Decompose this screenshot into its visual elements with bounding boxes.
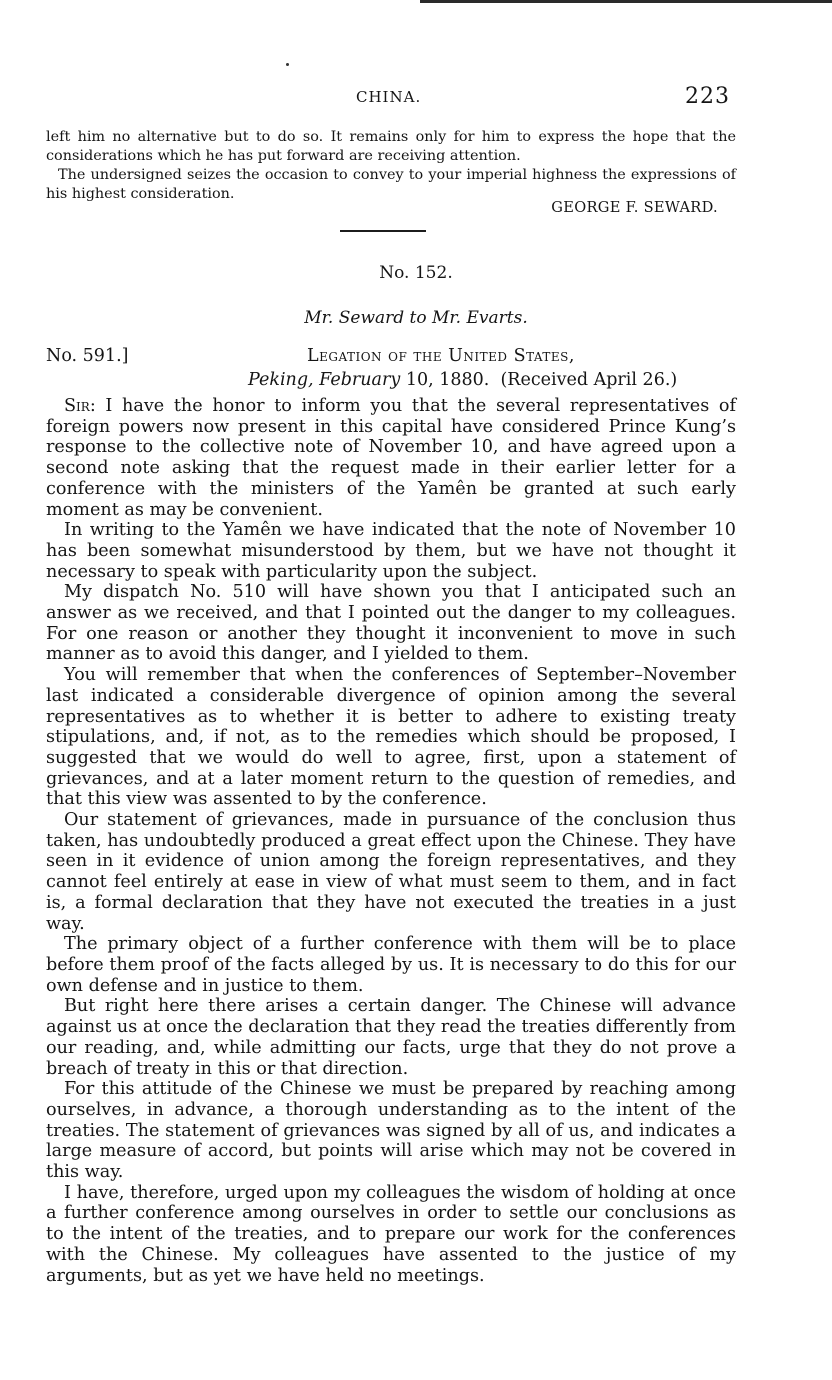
- paragraph: You will remember that when the conferences of September–November last indicated a considerable divergence of opinion among the several representatives as to whether it is better to adhere to existing treaty stipulations, and, if not, as to the remedies which should be proposed, I suggested that we would do well to agree, first, upon a statement of grievances, and at a later moment return to the question of remedies, and that this view was assented to by the conference.: [46, 665, 736, 810]
- page-top-border: [420, 0, 832, 3]
- letter-body: [46, 396, 736, 1286]
- document-number: No. 152.: [379, 263, 453, 283]
- place: Peking,: [248, 370, 314, 390]
- paragraph: But right here there arises a certain danger. The Chinese will advance against us at once the declaration that they read the treaties differently from our reading, and, while admitting our facts, urge that they do not prove a breach of treaty in this or that direction.: [46, 996, 736, 1079]
- paragraph: My dispatch No. 510 will have shown you that I anticipated such an answer as we received, and that I pointed out the danger to my colleagues. For one reason or another they thought it inconvenient to move in such manner as to avoid this danger, and I yielded to them.: [46, 582, 736, 665]
- paragraph: Our statement of grievances, made in pursuance of the conclusion thus taken, has undoubtedly produced a great effect upon the Chinese. They have seen in it evidence of union among the foreign representatives, and they cannot feel entirely at ease in view of what must seem to them, and in fact is, a formal declaration that they have not executed the treaties in a just way.: [46, 810, 736, 934]
- section-divider: [340, 230, 426, 232]
- closing-paragraph: left him no alternative but to do so. It remains only for him to express the hope that the considerations which he has put forward are receiving attention.: [46, 129, 736, 164]
- paragraph: For this attitude of the Chinese we must be prepared by reaching among ourselves, in advance, a thorough understanding as to the intent of the treaties. The statement of grievances was signed by all of us, and indicates a large measure of accord, but points will arise which may not be covered in this way.: [46, 1079, 736, 1183]
- date-month: February: [319, 370, 401, 390]
- print-speck: [286, 63, 289, 66]
- dispatch-number: No. 591.]: [46, 346, 129, 366]
- place-and-date: [248, 370, 677, 390]
- page-header: [0, 86, 832, 114]
- paragraph: In writing to the Yamên we have indicated that the note of November 10 has been somewhat misunderstood by them, but we have not thought it necessary to speak with particularity upon the subject.: [46, 520, 736, 582]
- date-day-year: 10, 1880.: [405, 370, 490, 390]
- document-title: Mr. Seward to Mr. Evarts.: [304, 308, 528, 328]
- running-head: CHINA.: [356, 88, 422, 106]
- paragraph: I have, therefore, urged upon my colleagues the wisdom of holding at once a further conference among ourselves in order to settle our conclusions as to the intent of the treaties, and to prepare our work for the conferences with the Chinese. My colleagues have assented to the justice of my arguments, but as yet we have held no meetings.: [46, 1182, 736, 1286]
- courtesy-paragraph: The undersigned seizes the occasion to convey to your imperial highness the expressions of his highest consideration.: [46, 167, 736, 202]
- paragraph-text: : I have the honor to inform you that the several representatives of foreign powers now present in this capital have considered Prince Kung’s response to the collective note of November 10, and have agreed upon a second note asking that the request made in their earlier letter for a conference with the ministers of the Yamên be granted at such early moment as may be convenient.: [46, 396, 736, 520]
- salutation: Sir: [64, 396, 90, 416]
- legation-name: Legation of the United States,: [307, 346, 575, 366]
- page-number: 223: [685, 84, 730, 109]
- paragraph: [46, 396, 736, 520]
- received-date: (Received April 26.): [500, 370, 678, 390]
- letterhead: [46, 346, 736, 394]
- paragraph: The primary object of a further conference with them will be to place before them proof of the facts alleged by us. It is necessary to do this for our own defense and in justice to them.: [46, 934, 736, 996]
- signature: GEORGE F. SEWARD.: [551, 199, 718, 216]
- previous-letter-closing: [46, 128, 736, 204]
